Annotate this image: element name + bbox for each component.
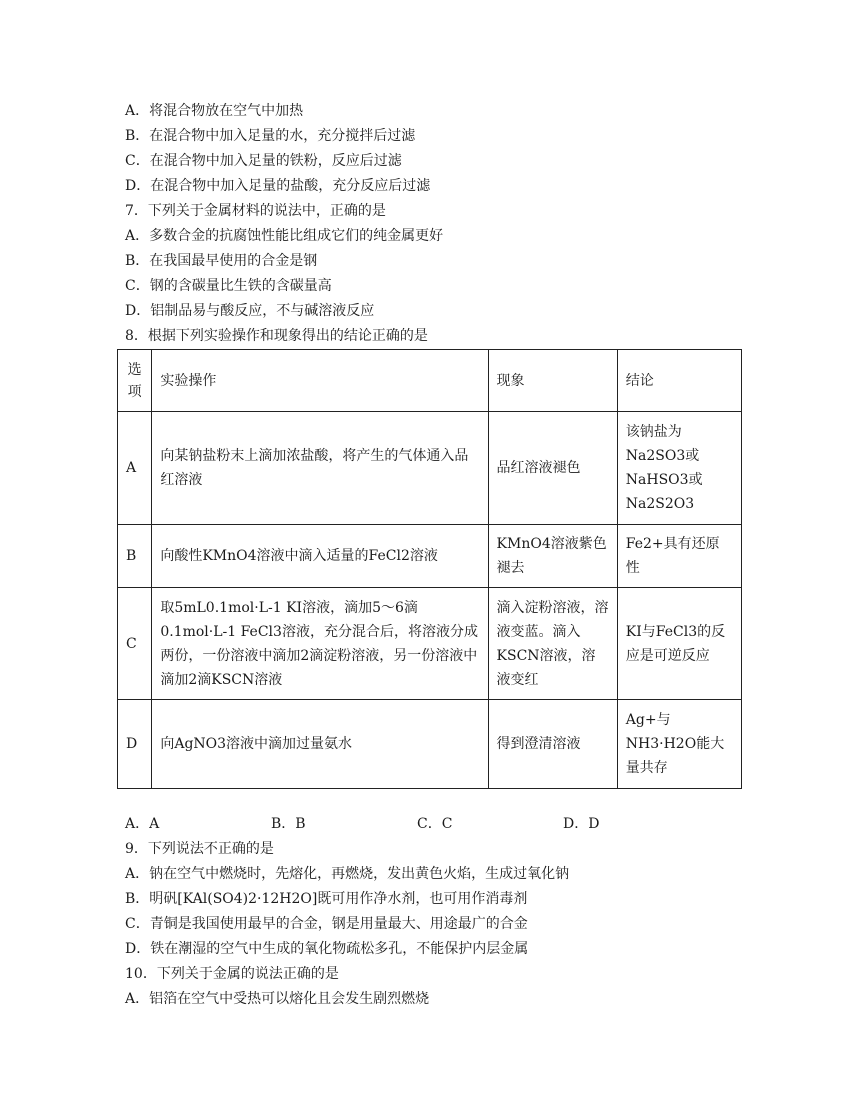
row-b-phenomenon: KMnO4溶液紫色褪去 xyxy=(488,525,617,588)
table-header-row xyxy=(118,350,742,412)
row-c-conclusion: KI与FeCl3的反应是可逆反应 xyxy=(617,588,741,700)
row-a-operation: 向某钠盐粉末上滴加浓盐酸，将产生的气体通入品红溶液 xyxy=(152,412,488,525)
row-b-option: B xyxy=(118,525,152,588)
q9-stem: 9．下列说法不正确的是 xyxy=(125,841,274,857)
q7-option-a: A．多数合金的抗腐蚀性能比组成它们的纯金属更好 xyxy=(125,228,444,244)
header-phenomenon: 现象 xyxy=(488,350,617,412)
q6-option-d: D．在混合物中加入足量的盐酸，充分反应后过滤 xyxy=(125,178,431,194)
q10-option-a: A．铝箔在空气中受热可以熔化且会发生剧烈燃烧 xyxy=(125,991,430,1007)
table-row xyxy=(118,588,742,700)
q6-option-c: C．在混合物中加入足量的铁粉，反应后过滤 xyxy=(125,153,402,169)
row-d-option: D xyxy=(118,700,152,789)
answer-option-b: B．B xyxy=(271,816,306,832)
q8-stem: 8．根据下列实验操作和现象得出的结论正确的是 xyxy=(125,328,428,344)
q10-stem: 10．下列关于金属的说法正确的是 xyxy=(125,966,339,982)
row-d-phenomenon: 得到澄清溶液 xyxy=(488,700,617,789)
row-d-operation: 向AgNO3溶液中滴加过量氨水 xyxy=(152,700,488,789)
q9-option-c: C．青铜是我国使用最早的合金，钢是用量最大、用途最广的合金 xyxy=(125,916,528,932)
answer-option-c: C．C xyxy=(417,816,453,832)
row-b-conclusion: Fe2+具有还原性 xyxy=(617,525,741,588)
header-operation: 实验操作 xyxy=(152,350,488,412)
row-a-phenomenon: 品红溶液褪色 xyxy=(488,412,617,525)
header-option: 选项 xyxy=(118,350,152,412)
table-row xyxy=(118,700,742,789)
answer-option-d: D．D xyxy=(563,816,600,832)
row-a-conclusion: 该钠盐为Na2SO3或NaHSO3或Na2S2O3 xyxy=(617,412,741,525)
row-c-phenomenon: 滴入淀粉溶液，溶液变蓝。滴入KSCN溶液，溶液变红 xyxy=(488,588,617,700)
q8-table xyxy=(117,349,742,789)
row-c-option: C xyxy=(118,588,152,700)
q6-option-b: B．在混合物中加入足量的水，充分搅拌后过滤 xyxy=(125,128,416,144)
row-c-operation: 取5mL0.1mol·L-1 KI溶液，滴加5～6滴0.1mol·L-1 FeCl3溶液，充分混合后，将溶液分成两份，一份溶液中滴加2滴淀粉溶液，另一份溶液中滴加2滴KSCN溶液 xyxy=(152,588,488,700)
table-row xyxy=(118,412,742,525)
q7-option-c: C．钢的含碳量比生铁的含碳量高 xyxy=(125,278,332,294)
answer-option-a: A．A xyxy=(125,816,160,832)
q8-answer-options xyxy=(125,814,625,834)
q7-option-b: B．在我国最早使用的合金是钢 xyxy=(125,253,318,269)
q7-option-d: D．铝制品易与酸反应，不与碱溶液反应 xyxy=(125,303,375,319)
q7-stem: 7．下列关于金属材料的说法中，正确的是 xyxy=(125,203,386,219)
q9-option-d: D．铁在潮湿的空气中生成的氧化物疏松多孔，不能保护内层金属 xyxy=(125,941,529,957)
row-a-option: A xyxy=(118,412,152,525)
q9-option-a: A．钠在空气中燃烧时，先熔化，再燃烧，发出黄色火焰，生成过氧化钠 xyxy=(125,866,570,882)
q6-option-a: A．将混合物放在空气中加热 xyxy=(125,103,304,119)
header-conclusion: 结论 xyxy=(617,350,741,412)
row-d-conclusion: Ag+与NH3·H2O能大量共存 xyxy=(617,700,741,789)
row-b-operation: 向酸性KMnO4溶液中滴入适量的FeCl2溶液 xyxy=(152,525,488,588)
table-row xyxy=(118,525,742,588)
q9-option-b: B．明矾[KAl(SO4)2·12H2O]既可用作净水剂，也可用作消毒剂 xyxy=(125,891,528,907)
